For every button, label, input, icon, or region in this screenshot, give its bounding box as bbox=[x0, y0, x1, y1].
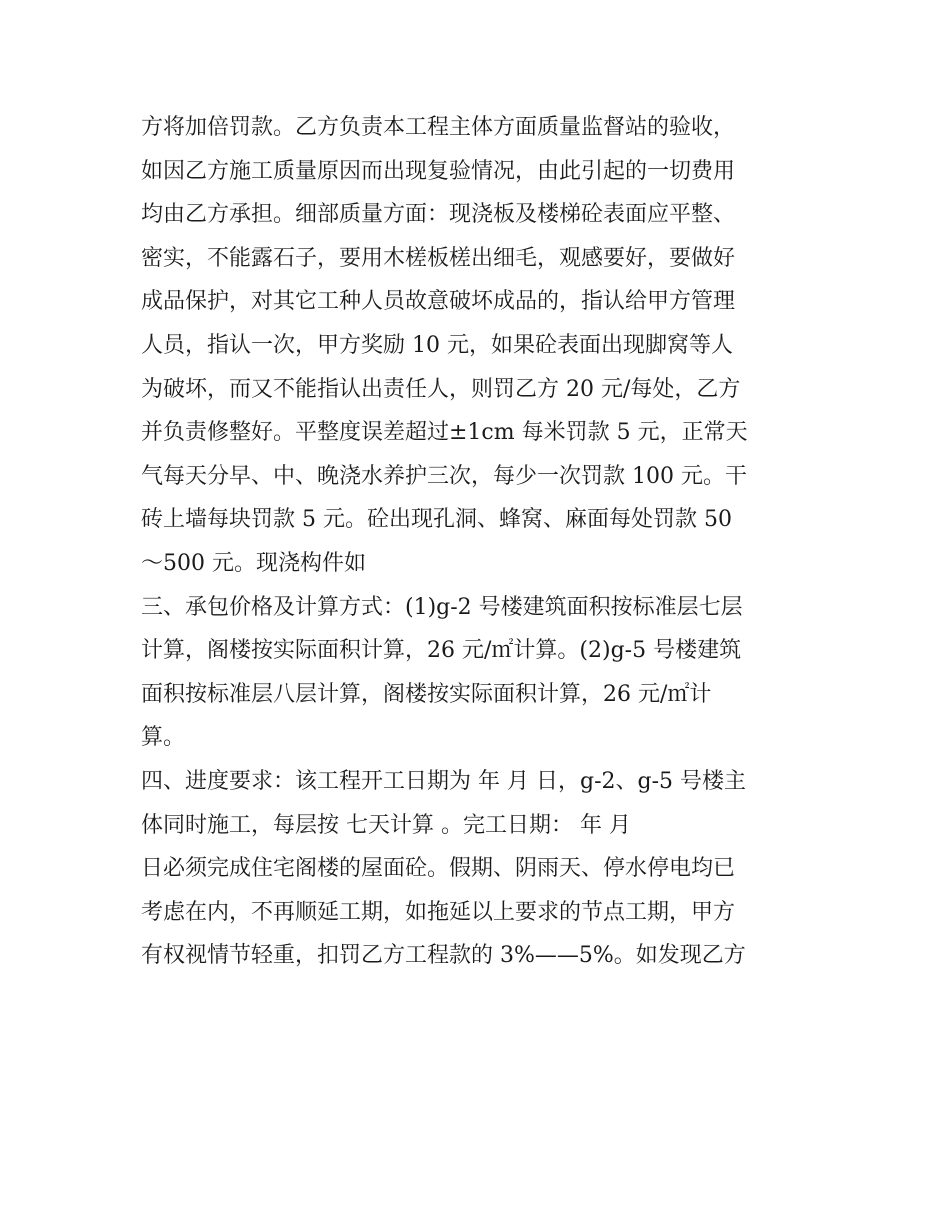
text-line: 并负责修整好。平整度误差超过±1cm 每米罚款 5 元，正常天 bbox=[141, 420, 748, 446]
text-line: 方将加倍罚款。乙方负责本工程主体方面质量监督站的验收， bbox=[141, 115, 736, 140]
text-line: 密实，不能露石子，要用木槎板槎出细毛，观感要好，要做好 bbox=[141, 245, 736, 271]
text-line: 日必须完成住宅阁楼的屋面砼。假期、阴雨天、停水停电均已 bbox=[141, 856, 736, 882]
text-line: ～500 元。现浇构件如 bbox=[141, 550, 366, 576]
section-heading-line: 三、承包价格及计算方式：(1)g-2 号楼建筑面积按标准层七层 bbox=[141, 594, 743, 620]
section-heading-line: 四、进度要求：该工程开工日期为 年 月 日，g-2、g-5 号楼主 bbox=[141, 768, 747, 794]
text-line: 均由乙方承担。细部质量方面：现浇板及楼梯砼表面应平整、 bbox=[141, 202, 736, 228]
document-body bbox=[141, 106, 821, 978]
text-line: 体同时施工，每层按 七天计算 。完工日期： 年 月 bbox=[141, 812, 631, 838]
text-line: 人员，指认一次，甲方奖励 10 元，如果砼表面出现脚窝等人 bbox=[141, 332, 733, 358]
text-line: 算。 bbox=[141, 725, 186, 751]
text-line: 为破坏，而又不能指认出责任人，则罚乙方 20 元/每处，乙方 bbox=[141, 376, 741, 402]
text-line: 如因乙方施工质量原因而出现复验情况，由此引起的一切费用 bbox=[141, 158, 736, 184]
text-line: 计算，阁楼按实际面积计算，26 元/㎡计算。(2)g-5 号楼建筑 bbox=[141, 638, 742, 664]
text-line: 气每天分早、中、晚浇水养护三次，每少一次罚款 100 元。干 bbox=[141, 463, 747, 489]
text-line: 考虑在内，不再顺延工期，如拖延以上要求的节点工期，甲方 bbox=[141, 899, 736, 925]
text-line: 面积按标准层八层计算，阁楼按实际面积计算，26 元/㎡计 bbox=[141, 681, 712, 707]
text-line: 成品保护，对其它工种人员故意破坏成品的，指认给甲方管理 bbox=[141, 289, 736, 315]
text-line: 有权视情节轻重，扣罚乙方工程款的 3%——5%。如发现乙方 bbox=[141, 943, 746, 969]
text-line: 砖上墙每块罚款 5 元。砼出现孔洞、蜂窝、麻面每处罚款 50 bbox=[141, 507, 732, 533]
